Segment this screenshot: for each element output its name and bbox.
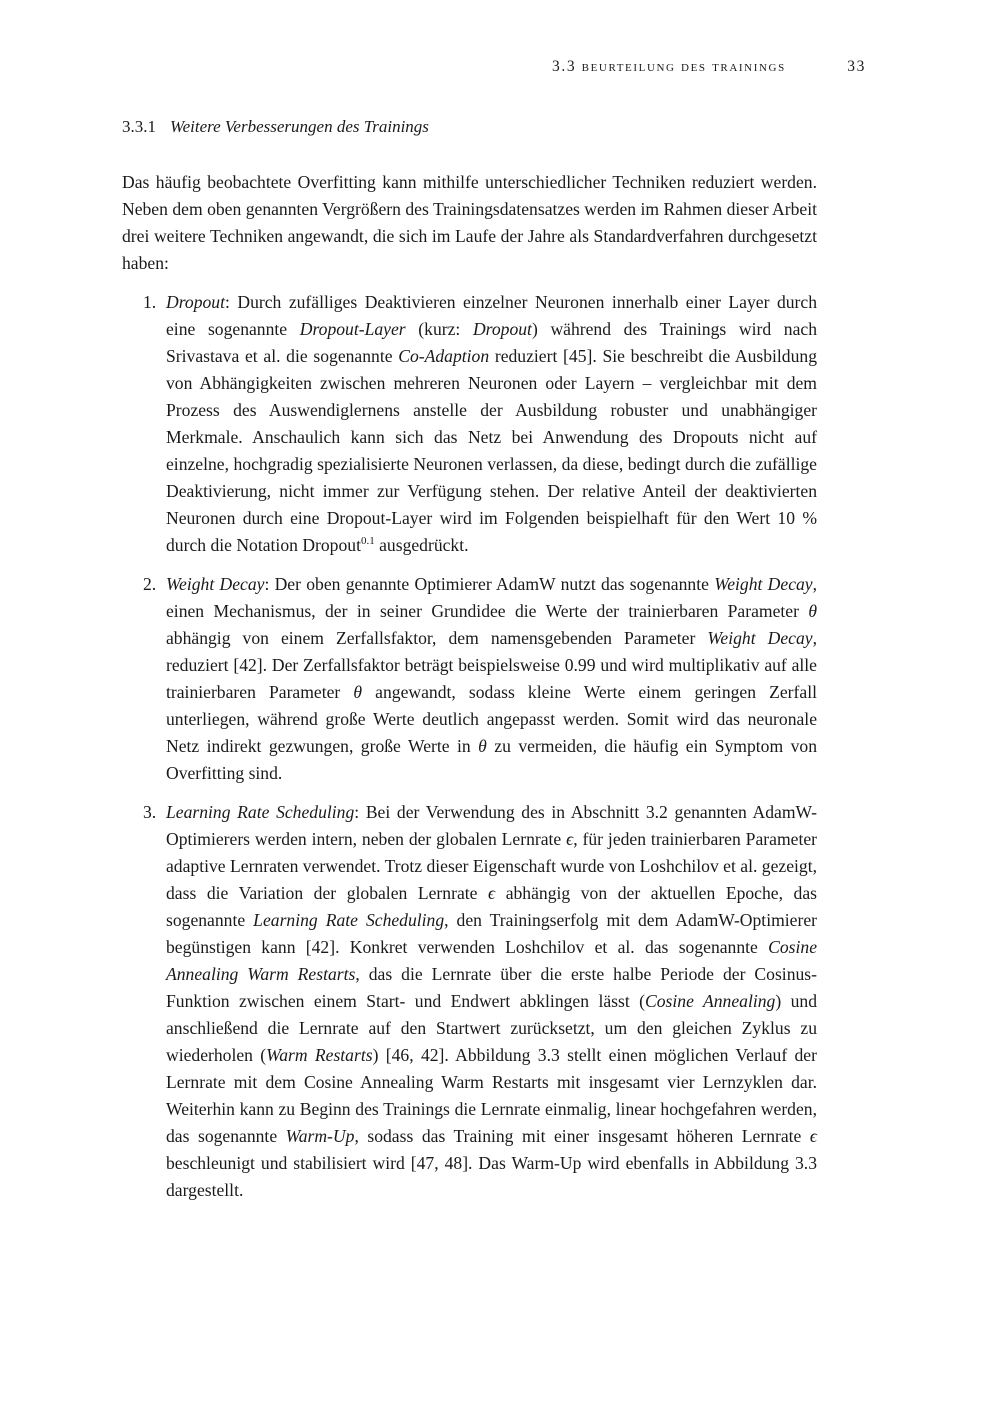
technique-list bbox=[122, 289, 817, 1216]
math-epsilon: ϵ bbox=[566, 829, 574, 849]
item-emphasis: Warm Restarts bbox=[266, 1045, 373, 1065]
item-text: : Der oben genannte Optimierer AdamW nutzt das sogenannte bbox=[264, 574, 715, 594]
item-text: abhängig von der aktuellen Epoche, das sogenannte bbox=[166, 883, 817, 930]
item-text: ) [46, 42]. Abbildung 3.3 stellt einen möglichen Verlauf der Lernrate mit dem Cosine Annealing Warm Restarts mit insgesamt vier Lernzyklen dar. Weiterhin kann zu Beginn des Trainings die Lernrate einmalig, linear hochgefahren werden, das sogenannte bbox=[166, 1045, 817, 1146]
list-item-dropout bbox=[122, 289, 817, 559]
math-theta: θ bbox=[478, 736, 487, 756]
page-number: 33 bbox=[847, 58, 866, 75]
item-text: (kurz: bbox=[405, 319, 473, 339]
item-text: , das die Lernrate über die erste halbe Periode der Cosinus-Funktion zwischen einem Start- und Endwert abklingen lässt ( bbox=[166, 964, 817, 1011]
subsection-heading bbox=[122, 117, 429, 137]
item-text: , sodass das Training mit einer insgesamt höheren Lernrate bbox=[354, 1126, 810, 1146]
item-text: : Bei der Verwendung des in Abschnitt 3.2 genannten AdamW-Optimierers werden intern, neben der globalen Lernrate bbox=[166, 802, 817, 849]
item-text: , reduziert [42]. Der Zerfallsfaktor beträgt beispielsweise 0.99 und wird multiplikativ auf alle trainierbaren Parameter bbox=[166, 628, 817, 702]
item-emphasis: Weight Decay bbox=[707, 628, 813, 648]
item-text: zu vermeiden, die häufig ein Symptom von Overfitting sind. bbox=[166, 736, 817, 783]
item-text: ) während des Trainings wird nach Srivastava et al. die sogenannte bbox=[166, 319, 817, 366]
item-text: ) und anschließend die Lernrate auf den Startwert zurücksetzt, um den gleichen Zyklus zu wiederholen ( bbox=[166, 991, 818, 1065]
item-text: angewandt, sodass kleine Werte einem geringen Zerfall unterliegen, während große Werte deutlich angepasst werden. Somit wird das neuronale Netz indirekt gezwungen, große Werte in bbox=[166, 682, 817, 756]
math-epsilon: ϵ bbox=[809, 1126, 817, 1146]
item-text: reduziert [45]. Sie beschreibt die Ausbildung von Abhängigkeiten zwischen mehreren Neuronen oder Layern – vergleichbar mit dem Prozess des Auswendiglernens anstelle der Ausbildung robuster und unabhängiger Merkmale. Anschaulich kann sich das Netz bei Anwendung des Dropouts nicht auf einzelne, hochgradig spezialisierte Neuronen verlassen, da diese, bedingt durch die zufällige Deaktivierung, nicht immer zur Verfügung stehen. Der relative Anteil der deaktivierten Neuronen durch eine Dropout-Layer wird im Folgenden beispielhaft für den Wert 10 % durch die Notation Dropout bbox=[166, 346, 817, 555]
item-emphasis: Cosine Annealing bbox=[645, 991, 776, 1011]
math-epsilon: ϵ bbox=[488, 883, 496, 903]
intro-paragraph: Das häufig beobachtete Overfitting kann mithilfe unterschiedlicher Techniken reduziert werden. Neben dem oben genannten Vergrößern des Trainingsdatensatzes werden im Rahmen dieser Arbeit drei weitere Techniken angewandt, die sich im Laufe der Jahre als Standardverfahren durchgesetzt haben: bbox=[122, 172, 817, 273]
item-term: Dropout bbox=[166, 292, 225, 312]
item-emphasis: Co-Adaption bbox=[398, 346, 490, 366]
header-section-title: 3.3 beurteilung des trainings bbox=[552, 58, 786, 75]
list-marker: 2. bbox=[143, 574, 157, 594]
item-term: Weight Decay bbox=[166, 574, 265, 594]
item-text: beschleunigt und stabilisiert wird [47, 48]. Das Warm-Up wird ebenfalls in Abbildung 3.3 dargestellt. bbox=[166, 1153, 817, 1200]
item-text: : Durch zufälliges Deaktivieren einzelner Neuronen innerhalb einer Layer durch eine sogenannte bbox=[166, 292, 817, 339]
item-text: ausgedrückt. bbox=[374, 535, 469, 555]
item-text: abhängig von einem Zerfallsfaktor, dem namensgebenden Parameter bbox=[166, 628, 708, 648]
list-item-lr-scheduling bbox=[122, 799, 817, 1204]
list-marker: 1. bbox=[143, 292, 157, 312]
item-emphasis: Warm-Up bbox=[285, 1126, 355, 1146]
item-text: , für jeden trainierbaren Parameter adaptive Lernraten verwendet. Trotz dieser Eigenschaft wurde von Loshchilov et al. gezeigt, dass die Variation der globalen Lernrate bbox=[166, 829, 817, 903]
superscript: 0.1 bbox=[360, 535, 375, 547]
list-item-weight-decay bbox=[122, 571, 817, 787]
subsection-number: 3.3.1 bbox=[122, 117, 156, 136]
subsection-title: Weitere Verbesserungen des Trainings bbox=[170, 117, 429, 136]
item-emphasis: Weight Decay bbox=[714, 574, 813, 594]
list-marker: 3. bbox=[143, 802, 157, 822]
item-emphasis: Dropout bbox=[472, 319, 532, 339]
item-text: , den Trainingserfolg mit dem AdamW-Optimierer begünstigen kann [42]. Konkret verwenden Loshchilov et al. das sogenannte bbox=[166, 910, 817, 957]
math-theta: θ bbox=[353, 682, 363, 702]
running-header bbox=[552, 58, 866, 76]
item-emphasis: Learning Rate Scheduling bbox=[253, 910, 445, 930]
math-theta: θ bbox=[808, 601, 817, 621]
item-term: Learning Rate Scheduling bbox=[166, 802, 355, 822]
item-text: , einen Mechanismus, der in seiner Grundidee die Werte der trainierbaren Parameter bbox=[166, 574, 818, 621]
item-emphasis: Dropout-Layer bbox=[299, 319, 406, 339]
item-emphasis: Cosine Annealing Warm Restarts bbox=[166, 937, 817, 984]
